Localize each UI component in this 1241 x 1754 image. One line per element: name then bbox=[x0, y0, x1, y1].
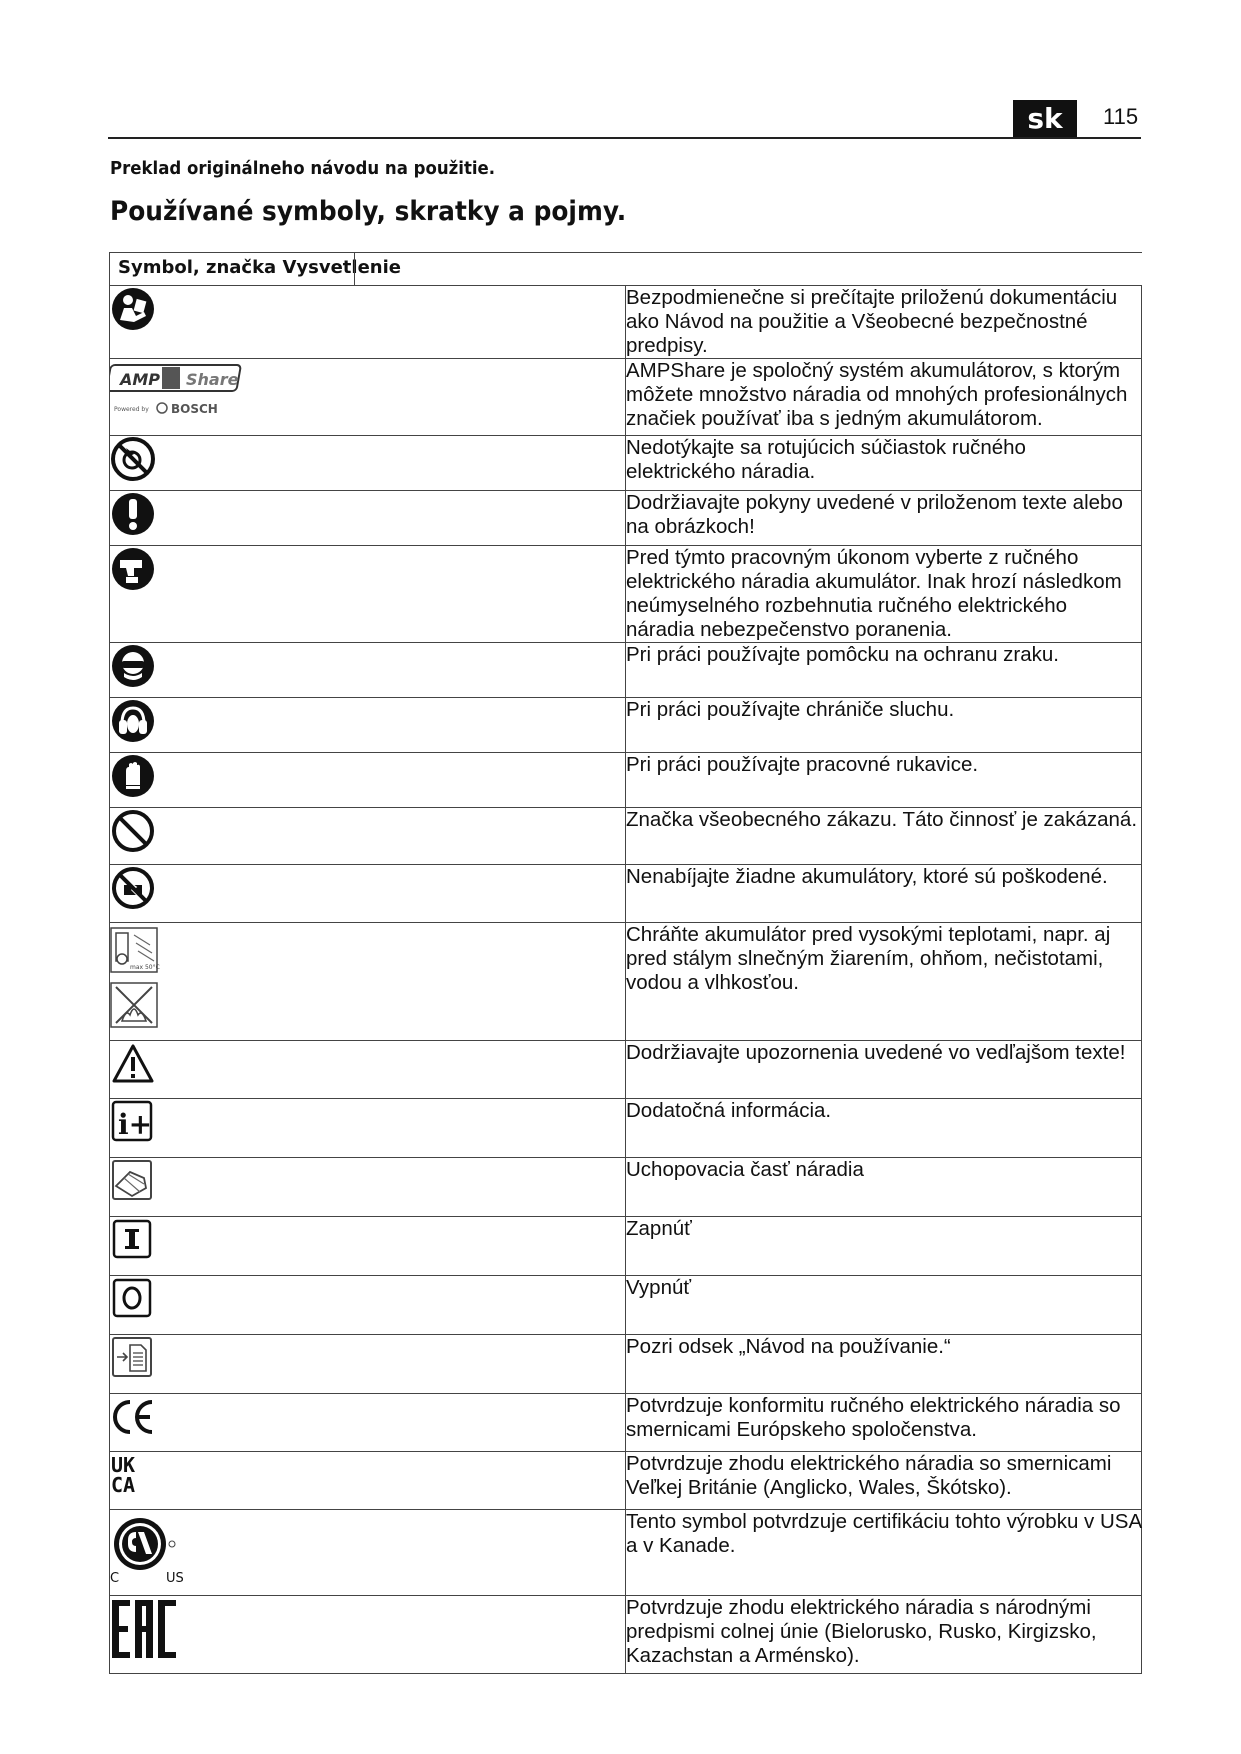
logo-powered-by-text: Powered by bbox=[114, 406, 149, 413]
row-text: Potvrdzuje zhodu elektrického náradia so smernicami Veľkej Británie (Anglicko, Wales, Škótsko). bbox=[626, 1452, 1112, 1499]
explanation-cell bbox=[626, 643, 1142, 698]
info-label: i+ bbox=[118, 1108, 153, 1141]
explanation-cell bbox=[626, 808, 1142, 865]
explanation-cell bbox=[626, 286, 1142, 359]
symbol-cell bbox=[110, 1596, 626, 1674]
symbol-cell bbox=[110, 286, 626, 359]
explanation-cell bbox=[626, 923, 1142, 1041]
row-text: AMPShare je spoločný systém akumulátorov, s ktorým môžete množstvo náradia od mnohých profesionálnych značiek používať iba s jedným akumulátorom. bbox=[626, 359, 1128, 430]
row-text: Vypnúť bbox=[626, 1276, 692, 1299]
table-row bbox=[110, 753, 1142, 808]
explanation-cell bbox=[626, 359, 1142, 436]
table-row bbox=[110, 1099, 1142, 1158]
info-icon bbox=[110, 1099, 156, 1145]
table-row bbox=[110, 643, 1142, 698]
power-on-icon bbox=[110, 1217, 156, 1263]
table-row bbox=[110, 1276, 1142, 1335]
header-rule bbox=[108, 137, 1141, 139]
see-section-icon bbox=[110, 1335, 156, 1381]
logo-amp-text: AMP bbox=[120, 370, 161, 389]
explanation-cell bbox=[626, 546, 1142, 643]
row-text: Dodržiavajte upozornenia uvedené vo vedľajšom texte! bbox=[626, 1041, 1126, 1064]
symbol-cell bbox=[110, 1217, 626, 1276]
header-divider bbox=[354, 253, 355, 286]
table-row bbox=[110, 1041, 1142, 1099]
table-row bbox=[110, 808, 1142, 865]
row-text: Nedotýkajte sa rotujúcich súčiastok ručného elektrického náradia. bbox=[626, 436, 1026, 483]
symbol-cell bbox=[110, 546, 626, 643]
explanation-cell bbox=[626, 1276, 1142, 1335]
table-row bbox=[110, 491, 1142, 546]
row-text: Pri práci používajte pracovné rukavice. bbox=[626, 753, 979, 776]
csa-us-text: US bbox=[166, 1571, 184, 1586]
explanation-cell bbox=[626, 1335, 1142, 1394]
symbol-cell bbox=[110, 698, 626, 753]
no-touch-rotating-icon bbox=[110, 436, 156, 482]
column-header-explanation: Vysvetlenie bbox=[282, 257, 401, 278]
symbol-cell bbox=[110, 359, 626, 436]
symbol-cell bbox=[110, 1099, 626, 1158]
remove-battery-icon bbox=[110, 546, 156, 592]
ampshare-logo bbox=[110, 359, 250, 421]
row-text: Potvrdzuje konformitu ručného elektrického náradia so smernicami Európskeho spoločenstva. bbox=[626, 1394, 1121, 1441]
explanation-cell bbox=[626, 1510, 1142, 1596]
csa-c-text: C bbox=[110, 1571, 120, 1586]
logo-share-text: Share bbox=[186, 370, 239, 389]
explanation-cell bbox=[626, 698, 1142, 753]
row-text: Pri práci používajte chrániče sluchu. bbox=[626, 698, 955, 721]
table-row bbox=[110, 1335, 1142, 1394]
table-header-row bbox=[110, 253, 1142, 286]
table-row bbox=[110, 1452, 1142, 1510]
table-row bbox=[110, 698, 1142, 753]
explanation-cell bbox=[626, 1099, 1142, 1158]
row-text: Pred týmto pracovným úkonom vyberte z ručného elektrického náradia akumulátor. Inak hrozí následkom neúmyselného rozbehnutia ručného elektrického náradia nebezpečenstvo poranenia. bbox=[626, 546, 1122, 641]
explanation-cell bbox=[626, 753, 1142, 808]
symbol-cell bbox=[110, 1510, 626, 1596]
table-row bbox=[110, 865, 1142, 923]
read-manual-icon bbox=[110, 286, 156, 332]
explanation-cell bbox=[626, 1452, 1142, 1510]
table-row bbox=[110, 1510, 1142, 1596]
csa-mark-icon bbox=[110, 1510, 210, 1586]
row-text: Dodržiavajte pokyny uvedené v priloženom texte alebo na obrázkoch! bbox=[626, 491, 1123, 538]
row-text: Zapnúť bbox=[626, 1217, 692, 1240]
symbol-cell bbox=[110, 753, 626, 808]
table-row bbox=[110, 546, 1142, 643]
symbol-cell bbox=[110, 1276, 626, 1335]
table-header bbox=[110, 253, 1142, 286]
row-text: Uchopovacia časť náradia bbox=[626, 1158, 864, 1181]
page-number: 115 bbox=[1103, 104, 1139, 129]
battery-protection-icon bbox=[110, 923, 160, 1031]
row-text: Nenabíjajte žiadne akumulátory, ktoré sú poškodené. bbox=[626, 865, 1108, 888]
page-title: Používané symboly, skratky a pojmy. bbox=[110, 196, 627, 227]
symbol-cell bbox=[110, 1158, 626, 1217]
warning-triangle-icon bbox=[110, 1041, 156, 1087]
eye-protection-icon bbox=[110, 643, 156, 689]
row-text: Pri práci používajte pomôcku na ochranu zraku. bbox=[626, 643, 1060, 666]
table-row bbox=[110, 1217, 1142, 1276]
power-off-icon bbox=[110, 1276, 156, 1322]
symbol-cell bbox=[110, 923, 626, 1041]
explanation-cell bbox=[626, 1158, 1142, 1217]
symbol-cell bbox=[110, 865, 626, 923]
column-header-symbol: Symbol, značka bbox=[118, 257, 277, 278]
symbol-cell bbox=[110, 1041, 626, 1099]
no-charging-damaged-icon bbox=[110, 865, 156, 911]
symbol-cell bbox=[110, 491, 626, 546]
gloves-icon bbox=[110, 753, 156, 799]
table-row bbox=[110, 1394, 1142, 1452]
ukca-ca-text: CA bbox=[111, 1473, 136, 1497]
row-text: Značka všeobecného zákazu. Táto činnosť je zakázaná. bbox=[626, 808, 1138, 831]
explanation-cell bbox=[626, 436, 1142, 491]
grip-area-icon bbox=[110, 1158, 156, 1204]
explanation-cell bbox=[626, 1394, 1142, 1452]
ukca-uk-text: UK bbox=[111, 1453, 136, 1477]
prohibition-icon bbox=[110, 808, 156, 854]
ukca-mark-icon bbox=[110, 1452, 156, 1498]
attention-icon bbox=[110, 491, 156, 537]
symbol-cell bbox=[110, 808, 626, 865]
row-text: Chráňte akumulátor pred vysokými teplotami, napr. aj pred stálym slnečným žiarením, ohňom, nečistotami, vodou a vlhkosťou. bbox=[626, 923, 1111, 994]
symbol-cell bbox=[110, 643, 626, 698]
table-row bbox=[110, 923, 1142, 1041]
document-subtitle: Preklad originálneho návodu na použitie. bbox=[110, 158, 496, 179]
ear-protection-icon bbox=[110, 698, 156, 744]
row-text: Dodatočná informácia. bbox=[626, 1099, 832, 1122]
symbols-table bbox=[109, 252, 1142, 1674]
table-row bbox=[110, 286, 1142, 359]
language-badge: sk bbox=[1013, 100, 1077, 137]
eac-mark-icon bbox=[110, 1596, 190, 1662]
table-row bbox=[110, 436, 1142, 491]
symbol-cell bbox=[110, 1335, 626, 1394]
row-text: Pozri odsek „Návod na používanie.“ bbox=[626, 1335, 951, 1358]
symbol-cell bbox=[110, 1452, 626, 1510]
row-text: Potvrdzuje zhodu elektrického náradia s národnými predpismi colnej únie (Bielorusko, Rusko, Kirgizsko, Kazachstan a Arménsko). bbox=[626, 1596, 1097, 1667]
ce-mark-icon bbox=[110, 1394, 160, 1440]
table-row bbox=[110, 359, 1142, 436]
symbol-cell bbox=[110, 436, 626, 491]
row-text: Tento symbol potvrdzuje certifikáciu tohto výrobku v USA a v Kanade. bbox=[626, 1510, 1142, 1557]
explanation-cell bbox=[626, 1217, 1142, 1276]
explanation-cell bbox=[626, 1596, 1142, 1674]
table-row bbox=[110, 1596, 1142, 1674]
explanation-cell bbox=[626, 865, 1142, 923]
table-row bbox=[110, 1158, 1142, 1217]
explanation-cell bbox=[626, 1041, 1142, 1099]
temperature-label: max 50°C bbox=[130, 964, 160, 971]
symbol-cell bbox=[110, 1394, 626, 1452]
logo-bosch-text: BOSCH bbox=[171, 402, 218, 416]
row-text: Bezpodmienečne si prečítajte priloženú dokumentáciu ako Návod na použitie a Všeobecné bezpečnostné predpisy. bbox=[626, 286, 1118, 357]
explanation-cell bbox=[626, 491, 1142, 546]
